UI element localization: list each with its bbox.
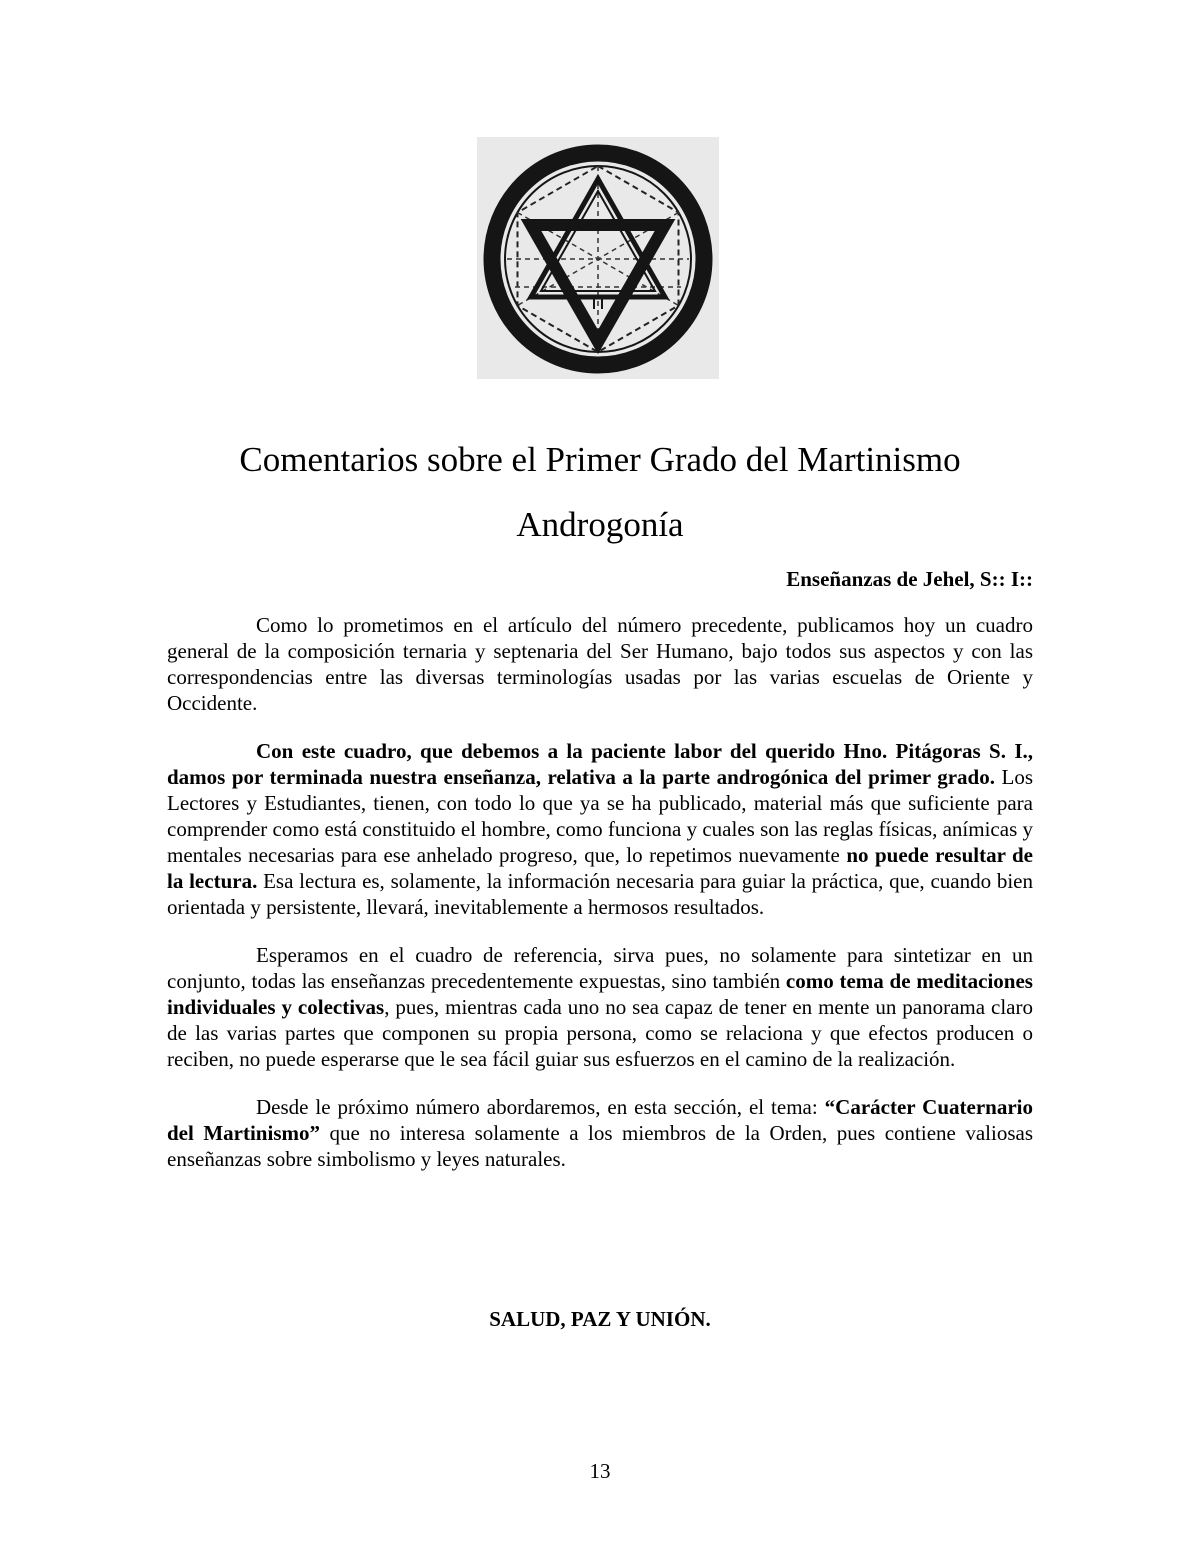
paragraph-segment-bold: “Carácter Cuaternario del Martinismo” <box>167 1095 1034 1145</box>
article-body <box>167 612 1033 1194</box>
paragraph-segment: Esa lectura es, solamente, la información necesaria para guiar la práctica, que, cuando bien orientada y persistente, llevará, inevitablemente a hermosos resultados. <box>167 869 1034 919</box>
paragraph-segment-bold: como tema de meditaciones individuales y colectivas <box>167 969 1033 1019</box>
paragraph-3 <box>167 942 1033 1072</box>
paragraph-segment-bold: Con este cuadro, que debemos a la paciente labor del querido Hno. Pitágoras S. I., damos por terminada nuestra enseñanza, relativa a la parte androgónica del primer grado. <box>167 739 1033 789</box>
paragraph-segment: Los Lectores y Estudiantes, tienen, con todo lo que ya se ha publicado, material más que suficiente para comprender como está constituido el hombre, como funciona y cuales son las reglas físicas, anímicas y mentales necesarias para ese anhelado progreso, que, lo repetimos nuevamente <box>167 765 1034 867</box>
page-number: 13 <box>589 1459 611 1483</box>
paragraph-segment: Desde le próximo número abordaremos, en esta sección, el tema: <box>256 1095 825 1119</box>
paragraph-segment: que no interesa solamente a los miembros de la Orden, pues contiene valiosas enseñanzas sobre simbolismo y leyes naturales. <box>167 1121 1033 1171</box>
martinist-seal-icon <box>477 137 719 379</box>
closing-salutation: SALUD, PAZ Y UNIÓN. <box>489 1307 711 1331</box>
author-byline: Enseñanzas de Jehel, S:: I:: <box>786 567 1033 591</box>
paragraph-4 <box>167 1094 1033 1172</box>
page-title: Comentarios sobre el Primer Grado del Martinismo <box>239 440 961 479</box>
paragraph-1 <box>167 612 1033 716</box>
paragraph-segment-bold: no puede resultar de la lectura. <box>167 843 1033 893</box>
paragraph-segment: Esperamos en el cuadro de referencia, sirva pues, no solamente para sintetizar en un conjunto, todas las enseñanzas precedentemente expuestas, sino también <box>167 943 1033 993</box>
paragraph-segment: , pues, mientras cada uno no sea capaz de tener en mente un panorama claro de las varias partes que componen su propia persona, como se relaciona y que efectos producen o reciben, no puede esperarse que le sea fácil guiar sus esfuerzos en el camino de la realización. <box>167 995 1033 1071</box>
page-subtitle: Androgonía <box>516 505 684 544</box>
paragraph-2 <box>167 738 1033 920</box>
paragraph-segment: Como lo prometimos en el artículo del número precedente, publicamos hoy un cuadro general de la composición ternaria y septenaria del Ser Humano, bajo todos sus aspectos y con las correspondencias entre las diversas terminologías usadas por las varias escuelas de Oriente y Occidente. <box>167 613 1033 715</box>
